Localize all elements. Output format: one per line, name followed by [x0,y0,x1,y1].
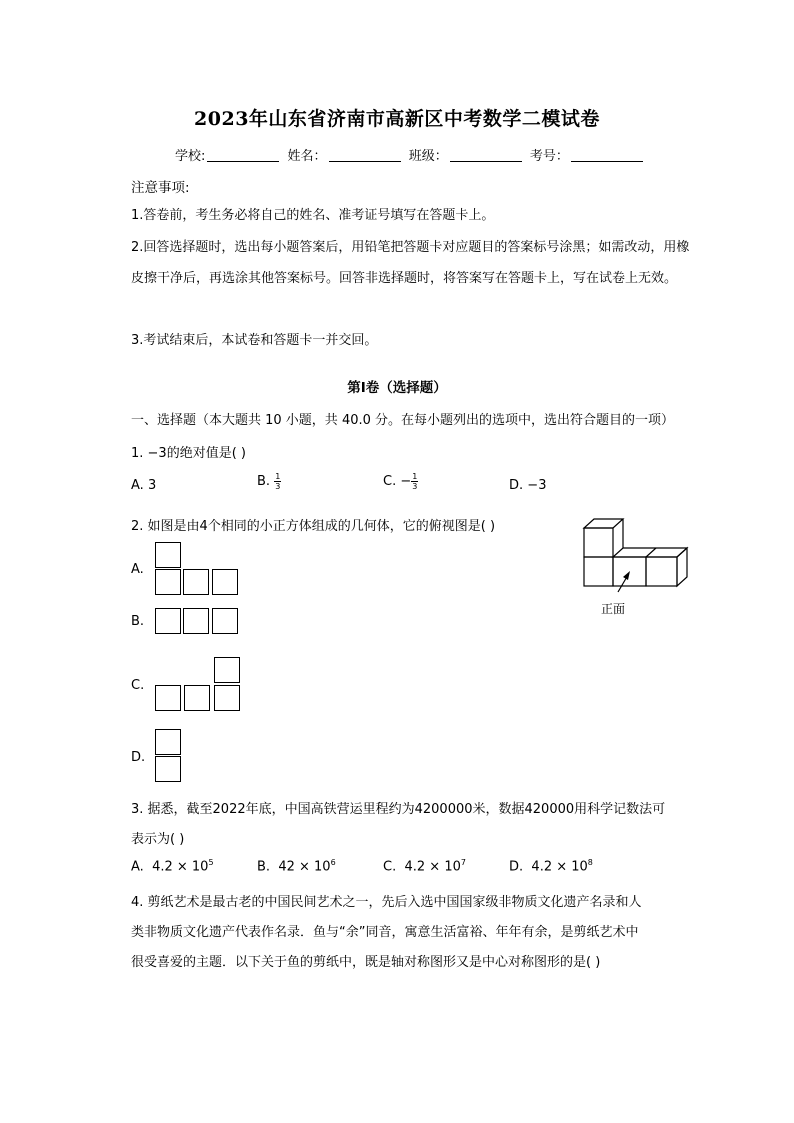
square [214,657,240,683]
square [212,569,238,595]
square [155,685,181,711]
option-label: D. [509,478,524,493]
square [155,569,181,595]
option-label: B. [257,859,271,875]
exponent: 6 [330,858,336,867]
option-label: B. [257,474,271,489]
fraction [274,472,281,491]
cube-top-face [584,519,623,528]
school-blank[interactable] [207,149,279,162]
q1-option-d[interactable] [509,478,546,493]
denominator: 3 [412,482,418,491]
question-2-stem: 2. 如图是由4个相同的小正方体组成的几何体，它的俯视图是( ) [131,519,496,534]
q2-option-c-label[interactable]: C. [131,678,145,693]
q1-option-a[interactable] [131,478,156,493]
exponent: 7 [460,858,466,867]
q3-option-d[interactable] [509,858,593,874]
q3-option-a[interactable] [131,858,214,874]
numerator: 1 [275,472,281,481]
q1-option-b[interactable] [257,472,281,491]
section-title: 第Ⅰ卷（选择题） [347,380,447,396]
option-label: A. [131,478,144,493]
square [183,569,209,595]
square [155,729,181,755]
option-label: A. [131,859,144,875]
question-1-stem: 1. −3的绝对值是( ) [131,446,246,461]
exam-title: 2023年山东省济南市高新区中考数学二模试卷 [194,108,600,130]
notice-item-1: 1.答卷前，考生务必将自己的姓名、准考证号填写在答题卡上。 [131,208,495,223]
square [155,542,181,568]
exam-number-blank[interactable] [571,149,643,162]
option-base: 42 × 10 [278,859,331,875]
cube-edge [646,548,656,557]
question-3-stem-line-1: 3. 据悉，截至2022年底，中国高铁营运里程约为4200000米，数据420000用科学记数法可 [131,802,666,817]
notice-item-2: 2.回答选择题时，选出每小题答案后，用铅笔把答题卡对应题目的答案标号涂黑；如需改动，用橡皮擦干净后，再选涂其他答案标号。回答非选择题时，将答案写在答题卡上，写在试卷上无效。 [131,240,690,286]
class-label: 班级： [408,149,448,164]
q2-option-b-label[interactable]: B. [131,614,145,629]
q3-option-c[interactable] [383,858,466,874]
q2-option-d-label[interactable]: D. [131,750,146,765]
class-blank[interactable] [450,149,522,162]
notice-heading: 注意事项: [131,180,190,196]
cube-front-face [646,557,677,586]
student-info-row [175,145,647,164]
exam-number-label: 考号： [529,149,569,164]
square [184,685,210,711]
part-heading: 一、选择题（本大题共 10 小题，共 40.0 分。在每小题列出的选项中，选出符合题目的一项） [131,413,675,428]
cube-front-face [584,528,613,557]
option-label: C. [383,859,397,875]
cube-side-face [677,548,687,586]
option-value: 3 [147,478,157,493]
exponent: 5 [208,858,214,867]
question-4-line-1: 4. 剪纸艺术是最古老的中国民间艺术之一，先后入选中国国家级非物质文化遗产名录和人 [131,895,642,910]
exponent: 8 [587,858,593,867]
front-view-label: 正面 [601,602,626,616]
question-4-line-3: 很受喜爱的主题．以下关于鱼的剪纸中，既是轴对称图形又是中心对称图形的是( ) [131,955,601,970]
school-label: 学校: [175,149,206,164]
notice-item-3: 3.考试结束后，本试卷和答题卡一并交回。 [131,333,378,348]
option-value: −3 [527,478,547,493]
square [212,608,238,634]
name-blank[interactable] [329,149,401,162]
option-label: D. [509,859,524,875]
denominator: 3 [275,482,281,491]
option-base: 4.2 × 10 [531,859,588,875]
option-label: C. [383,474,397,489]
arrow-head-icon [623,571,630,580]
square [183,608,209,634]
q1-option-c[interactable] [383,472,418,491]
question-3-stem-line-2: 表示为( ) [131,832,185,847]
q3-option-b[interactable] [257,858,336,874]
square [155,608,181,634]
square [155,756,181,782]
minus-sign: − [400,474,412,489]
cube-stack-figure [580,515,695,625]
option-base: 4.2 × 10 [404,859,461,875]
cube-top-face [613,548,687,557]
cube-front-face [584,557,613,586]
q2-option-a-label[interactable]: A. [131,562,144,577]
question-4-line-2: 类非物质文化遗产代表作名录．鱼与“余”同音，寓意生活富裕、年年有余，是剪纸艺术中 [131,925,639,940]
square [214,685,240,711]
option-base: 4.2 × 10 [152,859,209,875]
fraction [411,472,418,491]
name-label: 姓名： [287,149,327,164]
numerator: 1 [412,472,418,481]
